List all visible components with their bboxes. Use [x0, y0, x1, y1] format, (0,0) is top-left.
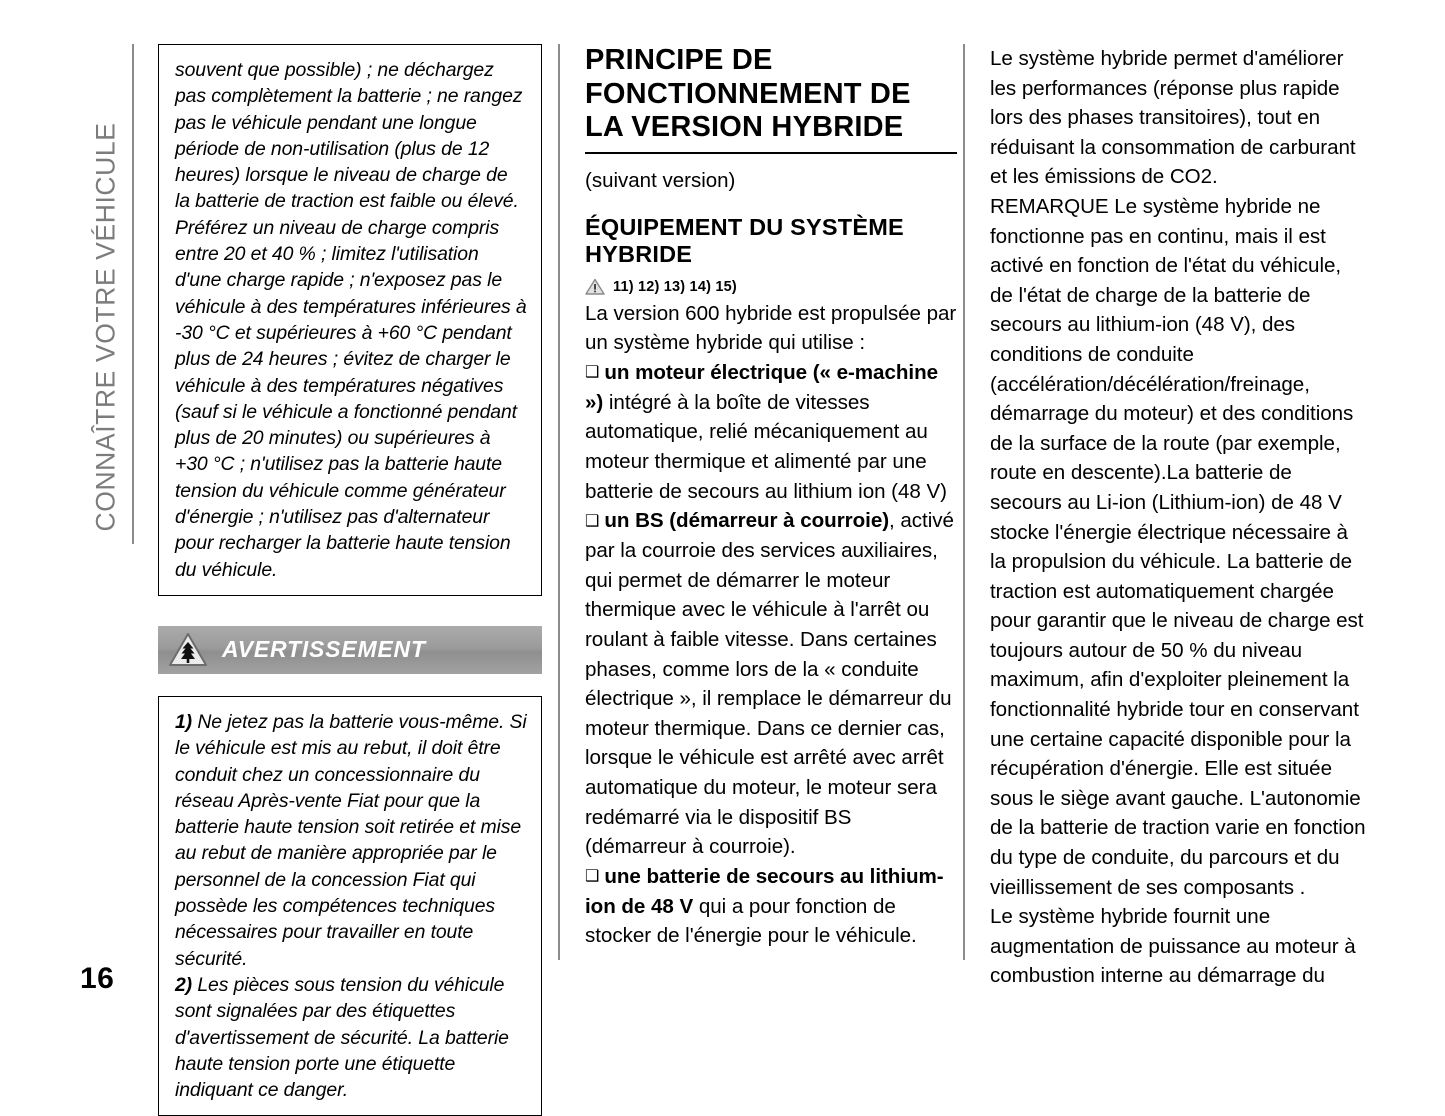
section-tab [78, 44, 134, 544]
right-body-text [990, 44, 1368, 991]
warning-banner-title: AVERTISSEMENT [222, 636, 426, 663]
reference-numbers: 11) 12) 13) 14) 15) [613, 278, 737, 295]
page-number: 16 [80, 962, 115, 995]
warning-item-text: Les pièces sous tension du véhicule sont signalées par des étiquettes d'avertissement de sécurité. La batterie haute tension porte une étiquette indiquant ce danger. [175, 973, 509, 1102]
section-tab-rule [132, 44, 134, 544]
bullet-item-rest: intégré à la boîte de vitesses automatique, relié mécaniquement au moteur thermique et alimenté par une batterie de secours au lithium ion (48 V) [585, 390, 947, 503]
column-divider-left [558, 44, 560, 960]
intro-paragraph: La version 600 hybride est propulsée par un système hybride qui utilise : [585, 301, 957, 355]
bullet-item [585, 506, 957, 862]
page-title: PRINCIPE DE FONCTIONNEMENT DE LA VERSION HYBRIDE [585, 44, 957, 154]
warning-item-marker: 2) [175, 973, 193, 996]
bullet-square-icon: ❑ [585, 364, 600, 382]
left-column [158, 44, 542, 1116]
bullet-square-icon: ❑ [585, 868, 600, 886]
paragraph: REMARQUE Le système hybride ne fonctionne pas en continu, mais il est activé en fonction de l'état du véhicule, de l'état de charge de la batterie de secours au lithium-ion (48 V), des conditions de conduite (accélération/décélération/freinage, démarrage du moteur) et des conditions de la surface de la route (par exemple, route en descente).La batterie de secours au Li-ion (Lithium-ion) de 48 V stocke l'énergie électrique nécessaire à la propulsion du véhicule. La batterie de traction est automatiquement chargée pour garantir que le niveau de charge est toujours autour de 50 % du niveau maximum, afin d'exploiter pleinement la fonctionnalité hybride tour en conservant une certaine capacité disponible pour la récupération d'énergie. Elle est située sous le siège avant gauche. L'autonomie de la batterie de traction varie en fonction du type de conduite, du parcours et du vieillissement de ses composants . [990, 194, 1366, 899]
bullet-item [585, 358, 957, 506]
battery-care-note-box [158, 44, 542, 596]
warning-banner [158, 626, 542, 674]
bullet-item-rest: , activé par la courroie des services auxiliaires, qui permet de démarrer le moteur thermique avec le véhicule à l'arrêt ou roulant à faible vitesse. Dans certaines phases, comme lors de la « conduite électrique », il remplace le démarreur du moteur thermique. Dans ce dernier cas, lorsque le véhicule est arrêté avec arrêt automatique du moteur, le moteur sera redémarré via le dispositif BS (démarreur à courroie). [585, 509, 954, 859]
battery-care-note-text: souvent que possible) ; ne déchargez pas complètement la batterie ; ne rangez pas le véhicule pendant une longue période de non-utilisation (plus de 12 heures) lorsque le niveau de charge de la batterie de traction est faible ou élevé. Préférez un niveau de charge compris entre 20 et 40 % ; limitez l'utilisation d'une charge rapide ; n'exposez pas le véhicule à des températures inférieures à -30 °C et supérieures à +60 °C pendant plus de 24 heures ; évitez de charger le véhicule à des températures négatives (sauf si le véhicule a fonctionné pendant plus de 20 minutes) ou supérieures à +30 °C ; n'utilisez pas la batterie haute tension du véhicule comme générateur d'énergie ; n'utilisez pas d'alternateur pour recharger la batterie haute tension du véhicule. [175, 59, 527, 581]
warning-item-marker: 1) [175, 710, 193, 733]
high-voltage-warning-triangle-icon [168, 632, 208, 668]
bullet-item-bold: un BS (démarreur à courroie) [604, 509, 890, 533]
warning-item [175, 709, 527, 1103]
paragraph: Le système hybride permet d'améliorer les performances (réponse plus rapide lors des phases transitoires), tout en réduisant la consommation de carburant et les émissions de CO2. [990, 47, 1356, 189]
right-column [990, 44, 1368, 991]
bullet-item [585, 862, 957, 951]
bullet-item-bold: une batterie de secours au lithium-ion de 48 V [585, 864, 944, 918]
bullet-item-bold: un moteur électrique (« e-machine ») [585, 360, 938, 414]
reference-line [585, 278, 957, 296]
warning-item-text: Ne jetez pas la batterie vous-même. Si le véhicule est mis au rebut, il doit être conduit chez un concessionnaire du réseau Après-vente Fiat pour que la batterie haute tension soit retirée et mise au rebut de manière appropriée par le personnel de la concession Fiat qui possède les compétences techniques nécessaires pour travailler en toute sécurité. [175, 710, 527, 970]
bullet-square-icon: ❑ [585, 512, 600, 530]
version-note: (suivant version) [585, 168, 736, 192]
section-tab-label: CONNAÎTRE VOTRE VÉHICULE [90, 122, 121, 532]
middle-body-text [585, 299, 957, 952]
subsection-title: ÉQUIPEMENT DU SYSTÈME HYBRIDE [585, 213, 904, 267]
middle-column [585, 44, 957, 951]
column-divider-right [963, 44, 965, 960]
warning-note-box [158, 696, 542, 1116]
paragraph: Le système hybride fournit une augmentation de puissance au moteur à combustion interne au démarrage du [990, 905, 1356, 988]
bullet-item-rest: qui a pour fonction de stocker de l'énergie pour le véhicule. [585, 894, 917, 948]
warning-triangle-icon [585, 278, 605, 296]
